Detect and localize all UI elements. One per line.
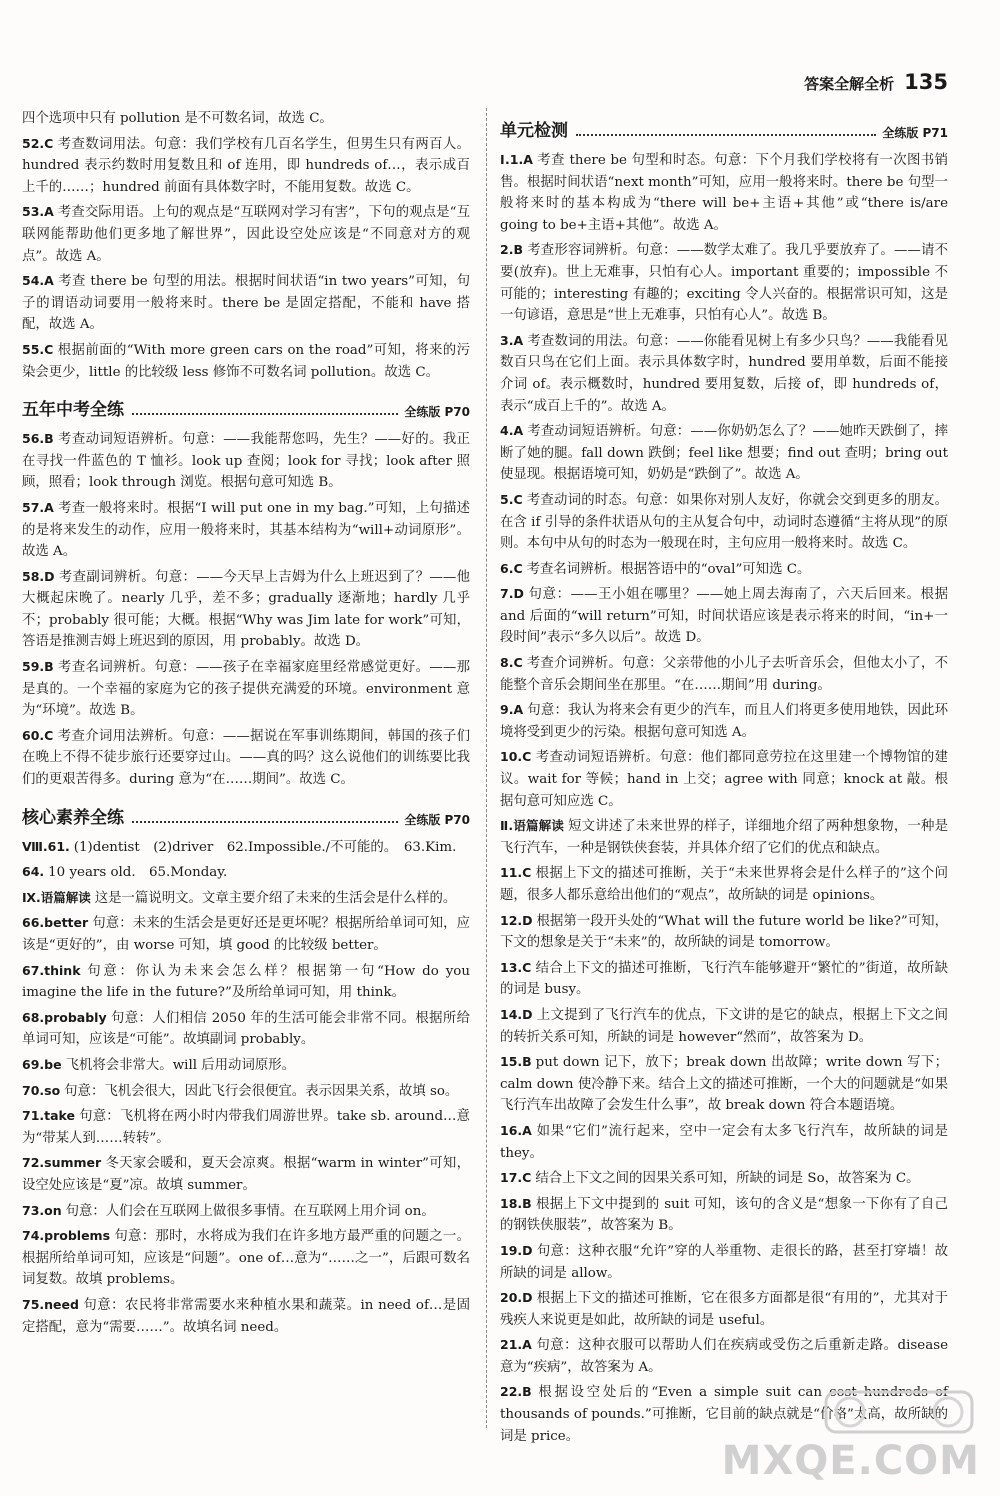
answer-explanation: 考查名词辨析。根据答语中的“oval”可知选 C。 bbox=[526, 561, 811, 577]
answer-number: 14.D bbox=[500, 1006, 533, 1022]
answer-explanation: 考查动词短语辨析。句意：他们都同意劳拉在这里建一个博物馆的建议。wait for 等候；hand in 上交；agree with 同意；knock at 敲。根据句意可知应选 C。 bbox=[500, 750, 948, 809]
answer-item bbox=[500, 583, 948, 649]
answer-number: 13.C bbox=[500, 959, 532, 975]
answer-number: 12.D bbox=[500, 912, 533, 928]
answer-item bbox=[500, 1120, 948, 1164]
answer-explanation: 如果“它们”流行起来，空中一定会有太多飞行汽车，故所缺的词是 they。 bbox=[500, 1123, 948, 1161]
watermark-logo bbox=[824, 1386, 974, 1438]
answer-explanation: 句意：那时，水将成为我们在许多地方最严重的问题之一。根据所给单词可知，应该是“问题”。one of…意为“……之一”，后跟可数名词复数。故填 problems。 bbox=[22, 1229, 470, 1288]
page-number: 135 bbox=[904, 70, 948, 94]
answer-item bbox=[500, 420, 948, 486]
section-page-ref: 全练版 P70 bbox=[404, 812, 470, 827]
answer-explanation: 上文提到了飞行汽车的优点，下文讲的是它的缺点，根据上下文之间的转折关系可知，所缺的词是 however“然而”，故答案为 D。 bbox=[500, 1007, 948, 1045]
answer-explanation: 根据前面的“With more green cars on the road”可知，将来的污染会更少，little 的比较级 less 修饰不可数名词 pollution。故选 C。 bbox=[22, 342, 470, 380]
answer-number: 59.B bbox=[22, 659, 54, 675]
answer-number: 7.D bbox=[500, 586, 524, 602]
answer-number: 75.need bbox=[22, 1296, 79, 1312]
answer-item bbox=[500, 815, 948, 859]
answer-item bbox=[22, 1105, 470, 1149]
answer-number: 60.C bbox=[22, 727, 54, 743]
answer-number: 69.be bbox=[22, 1056, 62, 1072]
answer-item bbox=[22, 1225, 470, 1291]
answer-explanation: 短文讲述了未来世界的样子，详细地介绍了两种想象物，一种是飞行汽车，一种是钢铁侠套装，并具体介绍了它们的优点和缺点。 bbox=[500, 819, 949, 856]
answer-number: Ⅱ.语篇解读 bbox=[500, 818, 565, 834]
answer-explanation: 冬天家会暖和，夏天会凉爽。根据“warm in winter”可知，设空处应该是“夏”凉。故填 summer。 bbox=[22, 1156, 470, 1193]
answer-item bbox=[22, 339, 470, 383]
answer-item bbox=[22, 497, 470, 563]
answer-item bbox=[22, 566, 470, 653]
answer-number: 21.A bbox=[500, 1337, 532, 1353]
answer-explanation: 考查名词辨析。句意：——孩子在幸福家庭里经常感觉更好。——那是真的。一个幸福的家庭为它的孩子提供充满爱的环境。environment 意为“环境”。故选 B。 bbox=[22, 660, 470, 719]
answer-item bbox=[500, 149, 948, 236]
answer-item bbox=[22, 1054, 470, 1077]
answer-explanation: 10 years old. 65.Monday. bbox=[48, 865, 228, 881]
answer-item bbox=[500, 862, 948, 906]
answer-explanation: 考查介词辨析。句意：父亲带他的小儿子去听音乐会，但他太小了，不能整个音乐会期间坐在那里。“在……期间”用 during。 bbox=[500, 656, 948, 693]
answer-number: 10.C bbox=[500, 749, 532, 765]
answer-number: 19.D bbox=[500, 1242, 533, 1258]
column-divider bbox=[486, 108, 487, 1428]
answer-item bbox=[22, 201, 470, 267]
answer-explanation: put down 记下，放下；break down 出故障；write down 写下；calm down 使冷静下来。结合上文的描述可推断，一个大的问题就是“如果飞行汽车出故障了会发生什么事”，故 break down 符合本题语境。 bbox=[500, 1055, 948, 1114]
answer-explanation: 考查动词短语辨析。句意：——我能帮您吗，先生？——好的。我正在寻找一件蓝色的 T 恤衫。look up 查阅；look for 寻找；look after 照顾，照看；look through 浏览。根据句意可知选 B。 bbox=[22, 432, 470, 491]
answer-explanation: 考查形容词辨析。句意：——数学太难了。我几乎要放弃了。——请不要(放弃)。世上无难事，只怕有心人。important 重要的；impossible 不可能的；interesting 有趣的；exciting 令人兴奋的。根据常识可知，这是一句谚语，意思是“世上无难事，只怕有心人”。故选 B。 bbox=[500, 243, 948, 324]
answer-number: 17.C bbox=[500, 1170, 532, 1186]
answer-explanation: 四个选项中只有 pollution 是不可数名词，故选 C。 bbox=[22, 111, 333, 126]
answer-explanation: (1)dentist (2)driver 62.Impossible./不可能的。 63.Kim. bbox=[73, 839, 457, 855]
answer-explanation: 考查数词用法。句意：我们学校有几百名学生，但男生只有两百人。hundred 表示约数时用复数且和 of 连用，即 hundreds of…，表示成百上千的……；hundred 前面有具体数字时，不能用复数。故选 C。 bbox=[22, 136, 470, 195]
section-title: 核心素养全练 bbox=[22, 807, 124, 828]
answer-item bbox=[500, 699, 948, 743]
answer-item bbox=[22, 1152, 470, 1196]
answer-number: 3.A bbox=[500, 332, 524, 348]
answer-explanation: 句意：农民将非常需要水来种植水果和蔬菜。in need of…是固定搭配，意为“需要……”。故填名词 need。 bbox=[22, 1297, 470, 1335]
left-column bbox=[22, 108, 470, 1341]
answer-explanation: 考查动词的时态。句意：如果你对别人友好，你就会交到更多的朋友。在含 if 引导的条件状语从句的主从复合句中，动词时态遵循“主将从现”的原则。本句中从句的时态为一般现在时，主句应用一般将来时。故选 C。 bbox=[500, 492, 948, 552]
section-title: 五年中考全练 bbox=[22, 400, 124, 421]
section-heading bbox=[22, 803, 470, 828]
answer-explanation: 考查动词短语辨析。句意：——你奶奶怎么了？——她昨天跌倒了，摔断了她的腿。fall down 跌倒；feel like 想要；find out 查明；bring out 使显现。根据语境可知，奶奶是“跌倒了”。故选 A。 bbox=[500, 424, 948, 483]
answer-number: 16.A bbox=[500, 1122, 532, 1138]
answer-item bbox=[500, 1167, 948, 1190]
answer-explanation: 考查 there be 句型的用法。根据时间状语“in two years”可知，句子的谓语动词要用一般将来时。there be 是固定搭配，不能和 have 搭配，故选 A。 bbox=[22, 274, 470, 333]
answer-explanation: 句意：未来的生活会是更好还是更坏呢？根据所给单词可知，应该是“更好的”，由 worse 可知，填 good 的比较级 better。 bbox=[22, 916, 470, 953]
answer-number: 2.B bbox=[500, 242, 523, 258]
section-page-ref: 全练版 P71 bbox=[882, 126, 948, 140]
dotted-leader bbox=[132, 413, 398, 415]
answer-number: Ⅰ.1.A bbox=[500, 152, 533, 167]
answer-item bbox=[22, 887, 470, 910]
answer-number: Ⅸ.语篇解读 bbox=[22, 889, 91, 905]
dotted-leader bbox=[576, 134, 876, 136]
dotted-leader bbox=[132, 821, 398, 823]
answer-number: 9.A bbox=[500, 702, 524, 718]
section-page-ref: 全练版 P70 bbox=[404, 405, 470, 420]
answer-number: 15.B bbox=[500, 1054, 532, 1070]
answer-item bbox=[500, 489, 948, 555]
answer-explanation: 考查介词用法辨析。句意：——据说在军事训练期间，韩国的孩子们在晚上不得不徒步旅行还要穿过山。——真的吗？这么说他们的训练要比我们的更艰苦得多。during 意为“在……期间”。故选 C。 bbox=[22, 728, 470, 788]
answer-number: 70.so bbox=[22, 1082, 61, 1098]
answer-explanation: 飞机将会非常大。will 后用动词原形。 bbox=[65, 1057, 296, 1073]
answer-number: Ⅷ.61. bbox=[22, 838, 70, 854]
answer-explanation: 句意：飞机将在两小时内带我们周游世界。take sb. around…意为“带某人到……转转”。 bbox=[22, 1109, 470, 1146]
answer-number: 18.B bbox=[500, 1195, 532, 1211]
answer-number: 68.probably bbox=[22, 1009, 107, 1025]
answer-explanation: 考查一般将来时。根据“I will put one in my bag.”可知，上句描述的是将来发生的动作，应用一般将来时，其基本结构为“will+动词原形”。故选 A。 bbox=[22, 500, 470, 560]
answer-item bbox=[500, 1051, 948, 1117]
answer-explanation: 根据上下文的描述可推断，它在很多方面都是很“有用的”，尤其对于残疾人来说更是如此，故所缺的词是 useful。 bbox=[500, 1291, 948, 1328]
answer-number: 22.B bbox=[500, 1384, 532, 1400]
answer-explanation: 句意：人们相信 2050 年的生活可能会非常不同。根据所给单词可知，应该是“可能”。故填副词 probably。 bbox=[22, 1010, 470, 1048]
answer-item bbox=[500, 239, 948, 326]
answer-number: 73.on bbox=[22, 1202, 62, 1218]
answer-explanation: 根据第一段开头处的“What will the future world be like?”可知，下文的想象是关于“未来”的，故所缺的词是 tomorrow。 bbox=[500, 913, 948, 951]
answer-number: 67.think bbox=[22, 962, 81, 978]
answer-number: 57.A bbox=[22, 499, 54, 515]
header-title: 答案全解全析 bbox=[804, 75, 895, 93]
answer-number: 55.C bbox=[22, 341, 54, 357]
answer-number: 71.take bbox=[22, 1108, 76, 1124]
answer-explanation: 根据设空处后的“Even a simple suit can cost hundreds of thousands of pounds.”可推断，它目前的缺点就是“价格”太高，故所缺的词是 price。 bbox=[500, 1385, 948, 1444]
answer-explanation: 句意：人们会在互联网上做很多事情。在互联网上用介词 on。 bbox=[65, 1203, 435, 1219]
answer-item bbox=[500, 1240, 948, 1284]
answer-item bbox=[500, 910, 948, 954]
answer-explanation: 考查 there be 句型和时态。句意：下个月我们学校将有一次图书销售。根据时间状语“next month”可知，应用一般将来时。there be 句型一般将来时的基本构成为“there will be+主语+其他”或“there is/are going to be+主语+其他”。故选 A。 bbox=[500, 153, 948, 233]
answer-explanation: 句意：这种衣服可以帮助人们在疾病或受伤之后重新走路。disease 意为“疾病”，故答案为 A。 bbox=[500, 1338, 948, 1375]
answer-item bbox=[500, 1287, 948, 1331]
page-header bbox=[804, 70, 948, 94]
answer-explanation: 结合上下文的描述可推断，飞行汽车能够避开“繁忙的”街道，故所缺的词是 busy。 bbox=[500, 960, 948, 998]
answer-explanation: 结合上下文之间的因果关系可知，所缺的词是 So，故答案为 C。 bbox=[535, 1171, 920, 1187]
answer-explanation: 句意：这种衣服“允许”穿的人举重物、走很长的路，甚至打穿墙！故所缺的词是 allow。 bbox=[500, 1243, 948, 1281]
answer-item bbox=[22, 656, 470, 722]
answer-item bbox=[22, 1200, 470, 1223]
answer-explanation: 句意：我认为将来会有更少的汽车，而且人们将更多使用地铁，因此环境将受到更少的污染。根据句意可知选 A。 bbox=[500, 703, 948, 740]
answer-number: 53.A bbox=[22, 204, 54, 220]
answer-explanation: 考查交际用语。上句的观点是“互联网对学习有害”，下句的观点是“互联网能帮助他们更多地了解世界”，因此设空处应该是“不同意对方的观点”。故选 A。 bbox=[22, 205, 470, 264]
answer-number: 11.C bbox=[500, 865, 532, 881]
answer-item bbox=[22, 270, 470, 336]
answer-item bbox=[500, 1004, 948, 1048]
answer-item bbox=[22, 108, 470, 130]
answer-item bbox=[500, 1193, 948, 1237]
answer-number: 6.C bbox=[500, 560, 523, 576]
answer-item bbox=[500, 558, 948, 581]
answer-number: 72.summer bbox=[22, 1155, 102, 1171]
answer-item bbox=[500, 957, 948, 1001]
answer-number: 4.A bbox=[500, 423, 524, 439]
answer-explanation: 考查副词辨析。句意：——今天早上吉姆为什么上班迟到了？——他大概起床晚了。nearly 几乎，差不多；gradually 逐渐地；hardly 几乎不；probably 很可能；大概。根据“Why was Jim late for work”可知，答语是推测吉姆上班迟到的原因，用 probably。故选 D。 bbox=[22, 569, 470, 650]
answer-number: 5.C bbox=[500, 491, 523, 507]
answer-number: 58.D bbox=[22, 568, 55, 584]
right-column bbox=[500, 108, 948, 1450]
answer-number: 74.problems bbox=[22, 1228, 111, 1244]
answer-item bbox=[22, 1294, 470, 1338]
answer-explanation: 考查数词的用法。句意：——你能看见树上有多少只鸟？——我能看见数百只鸟在它们上面。表示具体数字时，hundred 要用单数，后面不能接介词 of。表示概数时，hundred 要用复数，后接 of，即 hundreds of，表示“成百上千的”。故选 A。 bbox=[500, 333, 948, 414]
answer-item bbox=[22, 836, 470, 859]
answer-item bbox=[22, 428, 470, 494]
answer-item bbox=[22, 912, 470, 956]
section-title: 单元检测 bbox=[500, 121, 568, 141]
answer-number: 54.A bbox=[22, 273, 54, 289]
answer-number: 52.C bbox=[22, 135, 54, 151]
answer-item bbox=[500, 746, 948, 812]
answer-item bbox=[22, 725, 470, 791]
answer-number: 56.B bbox=[22, 431, 54, 447]
answer-explanation: 句意：你认为未来会怎么样？根据第一句“How do you imagine the life in the future?”及所给单词可知，用 think。 bbox=[22, 963, 470, 1001]
answer-item bbox=[22, 1007, 470, 1051]
answer-number: 20.D bbox=[500, 1290, 533, 1306]
section-heading bbox=[500, 116, 948, 141]
answer-explanation: 句意：飞机会很大，因此飞行会很便宜。表示因果关系，故填 so。 bbox=[64, 1083, 459, 1099]
answer-explanation: 根据上下文中提到的 suit 可知，该句的含义是“想象一下你有了自己的钢铁侠服装”，故答案为 B。 bbox=[500, 1196, 948, 1234]
answer-item bbox=[22, 133, 470, 199]
answer-item bbox=[500, 1334, 948, 1378]
answer-explanation: 句意：——王小姐在哪里？——她上周去海南了，六天后回来。根据 and 后面的“will return”可知，时间状语应该是表示将来的时间，“in+一段时间”表示“多久以后”。故选 D。 bbox=[500, 587, 948, 646]
answer-number: 8.C bbox=[500, 655, 523, 671]
answer-number: 64. bbox=[22, 864, 45, 880]
answer-item bbox=[22, 960, 470, 1004]
answer-item bbox=[500, 330, 948, 417]
answer-explanation: 根据上下文的描述可推断，关于“未来世界将会是什么样子的”这个问题，很多人都乐意给出他们的“观点”，故所缺的词是 opinions。 bbox=[500, 866, 948, 903]
answer-item bbox=[22, 1080, 470, 1103]
watermark-text: MXQE.COM bbox=[721, 1438, 980, 1484]
answer-number: 66.better bbox=[22, 915, 89, 931]
answer-explanation: 这是一篇说明文。文章主要介绍了未来的生活会是什么样的。 bbox=[94, 890, 457, 906]
answer-item bbox=[500, 652, 948, 696]
answer-item bbox=[22, 861, 470, 884]
section-heading bbox=[22, 395, 470, 420]
